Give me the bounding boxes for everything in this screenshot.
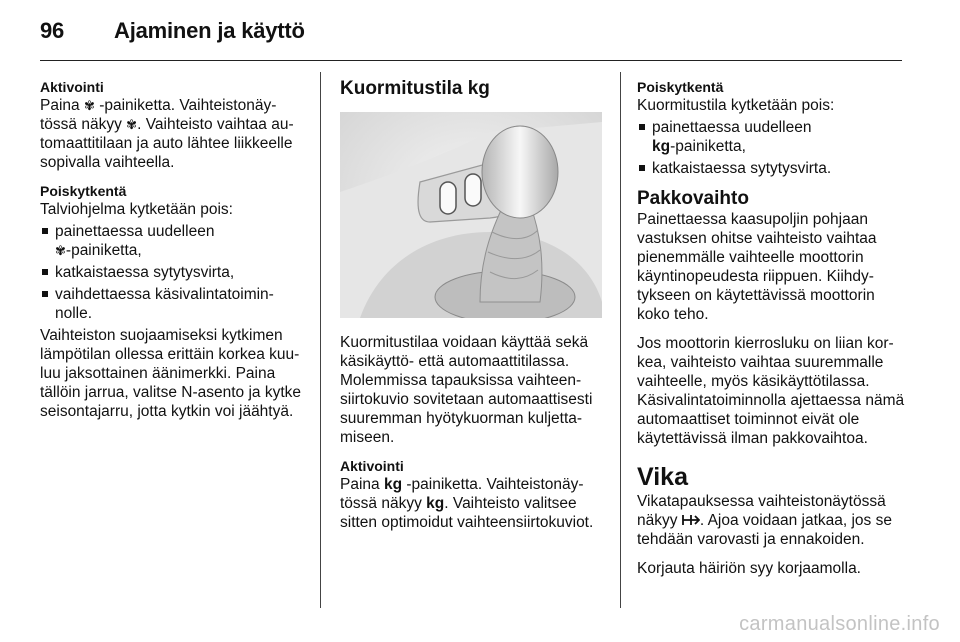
page-title: Ajaminen ja käyttö [114, 18, 305, 43]
list-item [40, 222, 308, 260]
pakkovaihto-text-1: Painettaessa kaasupoljin pohjaan vastuksen ohitse vaihteisto vaihtaa pienemmälle vaihteelle moottorin käyntinopeudesta riippuen. Kiihdy-tykseen on käytettävissä moottorin koko teho. [637, 211, 877, 323]
gear-lever-buttons-illustration [340, 112, 602, 318]
pakkovaihto-text-2: Jos moottorin kierrosluku on liian kor-kea, vaihteisto vaihtaa suuremmalle vaihteelle, myös käsikäyttötilassa. Käsivalintatoiminnolla ajettaessa nämä automaattiset toiminnot eivät ole käytettävissä ilman pakkovaihtoa. [637, 335, 905, 447]
page-header [40, 18, 920, 44]
page-number: 96 [40, 18, 65, 43]
poiskytkenta-text: Talviohjelma kytketään pois: [40, 201, 233, 218]
column-3 [637, 78, 905, 578]
bullet-text: painettaessa uudelleen [55, 223, 215, 240]
kg-label: kg [652, 138, 671, 155]
kg-aktivointi-paragraph [340, 475, 606, 532]
vika-text-a: Vikatapauksessa vaihteistonäytössä näkyy [637, 493, 886, 529]
kg-label: kg [426, 495, 445, 512]
akt-text-a: Paina [340, 476, 380, 493]
aktivointi-heading: Aktivointi [40, 79, 104, 95]
bullet-text: painettaessa uudelleen [652, 119, 812, 136]
poiskytkenta-list [637, 118, 905, 178]
akt-text-c: . Vaihteisto valitsee sitten optimoidut vaihteensiirtokuviot. [340, 495, 594, 531]
column-divider-2 [620, 72, 621, 608]
list-item [637, 118, 905, 156]
bullet-text: -painiketta, [670, 138, 746, 155]
snowflake-icon: ✾ [126, 117, 138, 132]
aktivointi-text-c: . Vaihteisto vaihtaa au-tomaattitilaan ja auto lähtee liikkeelle sopivalla vaihteella. [40, 116, 294, 171]
aktivointi-heading: Aktivointi [340, 458, 404, 474]
kuormitustila-intro: Kuormitustilaa voidaan käyttää sekä käsikäyttö- että automaattitilassa. Molemmissa tapauksissa vaihteen-siirtokuvio sovitetaan automaattisesti suuremman hyötykuorman kuljetta-miseen. [340, 334, 593, 446]
akt-text-b: -painiketta. Vaihteistonäy-tössä näkyy [340, 476, 584, 512]
aktivointi-text-a: Paina [40, 97, 80, 114]
list-item: vaihdettaessa käsivalintatoimin-nolle. [40, 285, 308, 323]
poiskytkenta-list [40, 222, 308, 323]
poiskytkenta-heading: Poiskytkentä [637, 79, 724, 95]
column-divider-1 [320, 72, 321, 608]
pakkovaihto-heading: Pakkovaihto [637, 188, 749, 209]
snowflake-icon: ✾ [83, 98, 95, 113]
vika-heading: Vika [637, 463, 688, 491]
kuormitustila-heading: Kuormitustila kg [340, 78, 490, 99]
aktivointi-text-b: -painiketta. Vaihteistonäy-tössä näkyy [40, 97, 277, 133]
warning-text: Vaihteiston suojaamiseksi kytkimen lämpötilan ollessa erittäin korkea kuu-luu jaksottainen äänimerkki. Paina tällöin jarrua, valitse N-asento ja kytke seisontajarru, jotta kytkin voi jäähtyä. [40, 327, 302, 420]
poiskytkenta-heading: Poiskytkentä [40, 183, 127, 199]
vika-text-2: Korjauta häiriön syy korjaamolla. [637, 560, 861, 577]
kg-label: kg [383, 476, 403, 493]
header-rule [40, 60, 902, 61]
vika-paragraph [637, 492, 905, 549]
watermark: carmanualsonline.info [739, 613, 940, 635]
poiskytkenta-text: Kuormitustila kytketään pois: [637, 97, 835, 114]
vika-text-b: . Ajoa voidaan jatkaa, jos se tehdään varovasti ja ennakoiden. [637, 512, 892, 548]
snowflake-icon: ✾ [55, 243, 66, 258]
list-item: katkaistaessa sytytysvirta, [40, 263, 308, 282]
column-2 [340, 78, 606, 532]
column-1 [40, 78, 308, 421]
aktivointi-paragraph [40, 96, 308, 172]
list-item: katkaistaessa sytytysvirta. [637, 159, 905, 178]
transmission-fault-icon [682, 514, 700, 526]
bullet-text: -painiketta, [65, 242, 142, 259]
